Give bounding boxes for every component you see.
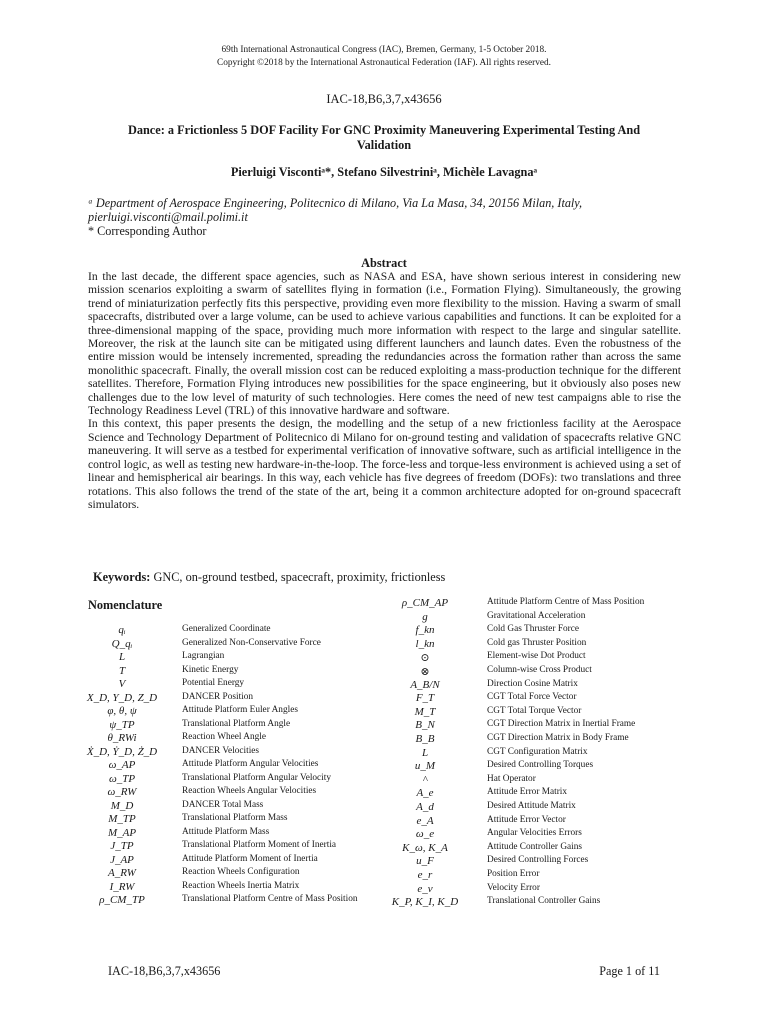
nomenclature-description: Translational Controller Gains	[487, 896, 601, 907]
nomenclature-symbol: qᵢ	[118, 624, 126, 636]
author-email[interactable]: pierluigi.visconti@mail.polimi.it	[88, 210, 248, 224]
nomenclature-symbol: ⊙	[420, 652, 430, 665]
nomenclature-symbol: J_AP	[110, 853, 134, 866]
nomenclature-description: Attitude Platform Euler Angles	[182, 705, 298, 715]
nomenclature-symbol: ω_RW	[107, 786, 137, 798]
nomenclature-symbol: ⊗	[420, 666, 430, 678]
nomenclature-description: Attitude Error Matrix	[487, 787, 568, 798]
nomenclature-description: Position Error	[487, 869, 540, 879]
affiliation-block	[88, 196, 688, 238]
nomenclature-description: Desired Attitude Matrix	[487, 801, 576, 811]
nomenclature-description: Attitude Platform Moment of Inertia	[182, 853, 318, 864]
nomenclature-description: Direction Cosine Matrix	[487, 678, 578, 689]
nomenclature-description: Attitude Platform Centre of Mass Position	[487, 597, 645, 607]
nomenclature-description: Translational Platform Mass	[182, 813, 288, 823]
nomenclature-description: Angular Velocities Errors	[487, 828, 582, 839]
nomenclature-description: Cold Gas Thruster Force	[487, 624, 580, 635]
nomenclature-symbol: M_AP	[107, 826, 137, 839]
nomenclature-description: Hat Operator	[487, 773, 536, 784]
nomenclature-symbol: e_r	[417, 869, 433, 881]
paper-title: Dance: a Frictionless 5 DOF Facility For GNC Proximity Maneuvering Experimental Testing And Validation	[127, 123, 641, 152]
nomenclature-symbol: M_T	[414, 705, 436, 718]
nomenclature-symbol: ρ_CM_AP	[401, 597, 449, 609]
nomenclature-symbol: K_P, K_I, K_D	[391, 896, 459, 909]
nomenclature-symbol: M_D	[110, 799, 134, 812]
nomenclature-symbol: F_T	[415, 692, 435, 705]
nomenclature-description: Attitude Platform Mass	[182, 826, 270, 837]
keywords-label: Keywords:	[93, 570, 151, 584]
nomenclature-description: Desired Controlling Forces	[487, 855, 589, 866]
nomenclature-description: Attitude Platform Angular Velocities	[182, 759, 319, 769]
paper-id: IAC-18,B6,3,7,x43656	[326, 92, 442, 106]
nomenclature-description: CGT Configuration Matrix	[487, 746, 588, 757]
nomenclature-symbol: f_kn	[415, 624, 435, 637]
nomenclature-symbol: K_ω, K_A	[402, 841, 448, 854]
nomenclature-symbol: M_TP	[108, 813, 136, 825]
nomenclature-description: Attitude Controller Gains	[487, 841, 583, 852]
corresponding-author-note: * Corresponding Author	[88, 224, 207, 238]
nomenclature-symbol: u_M	[414, 760, 436, 773]
nomenclature-description: Generalized Coordinate	[182, 624, 271, 634]
copyright-line: Copyright ©2018 by the International Astronautical Federation (IAF). All rights reserved.	[217, 58, 551, 68]
keywords-line	[93, 570, 693, 585]
nomenclature-description: Attitude Error Vector	[487, 814, 566, 825]
nomenclature-description: Translational Platform Moment of Inertia	[182, 840, 337, 850]
nomenclature-description: Generalized Non-Conservative Force	[182, 637, 321, 648]
nomenclature-description: Translational Platform Angular Velocity	[182, 772, 331, 783]
nomenclature-symbol: e_A	[416, 814, 434, 827]
nomenclature-symbol: I_RW	[109, 880, 135, 893]
nomenclature-description: Desired Controlling Torques	[487, 760, 594, 771]
nomenclature-symbol: A_B/N	[410, 678, 440, 691]
nomenclature-description: CGT Total Force Vector	[487, 692, 577, 703]
abstract-paragraph-1: In the last decade, the different space agencies, such as NASA and ESA, have shown serious interest in considering new mission scenarios exploiting a swarm of satellites flying in formation (i.e., Formation Flying). Simultaneously, the growing trend of miniaturization perfectly fits this perspective, providing even more flexibility to the mission. Having a swarm of small spacecrafts, distributed over a large volume, can be used to achieve various capabilities and functions. It can be exploited for a three-dimensional mapping of the space, providing much more information with respect to the large and singular satellite. Moreover, the risk at the launch site can be mitigated using different launchers and launch dates. Even the robustness of the entire mission would be intensely incremented, spreading the redundancies across the formation rather than across the same monolithic spacecraft. Finally, the overall mission cost can be reduced exploiting a mass-production technique for the different satellites. Therefore, Formation Flying introduces new possibilities for the space engineering, but it obviously also poses new challenges due to the low level of maturity of such technologies. Here comes the need of new test campaigns able to rise the Technology Readiness Level (TRL) of this innovative hardware and software.	[88, 270, 681, 418]
nomenclature-description: Cold gas Thruster Position	[487, 637, 587, 648]
nomenclature-symbol: X_D, Y_D, Z_D	[86, 691, 158, 704]
nomenclature-symbol: ω_e	[415, 828, 435, 841]
footer-page-number: Page 1 of 11	[599, 964, 660, 978]
nomenclature-heading: Nomenclature	[88, 598, 163, 612]
nomenclature-description: Translational Platform Centre of Mass Position	[182, 894, 358, 904]
footer-paper-id: IAC-18,B6,3,7,x43656	[108, 964, 221, 978]
nomenclature-symbol: ω_TP	[108, 772, 136, 785]
nomenclature-description: Reaction Wheels Configuration	[182, 867, 300, 877]
nomenclature-description: Reaction Wheels Inertia Matrix	[182, 880, 300, 891]
nomenclature-description: Reaction Wheel Angle	[182, 732, 266, 742]
nomenclature-symbol: θ_RWi	[107, 732, 137, 744]
nomenclature-symbol: u_F	[416, 855, 434, 868]
nomenclature-symbol: B_B	[415, 733, 435, 745]
nomenclature-description: Reaction Wheels Angular Velocities	[182, 786, 317, 796]
nomenclature-symbol: T	[118, 664, 126, 677]
nomenclature-description: Velocity Error	[487, 882, 540, 893]
nomenclature-symbol: g	[422, 610, 428, 623]
nomenclature-description: CGT Total Torque Vector	[487, 705, 582, 716]
nomenclature-symbol: J_TP	[110, 840, 134, 852]
nomenclature-description: DANCER Total Mass	[182, 799, 264, 810]
abstract-body	[88, 270, 681, 511]
nomenclature-symbol: Q_qᵢ	[111, 637, 133, 650]
conference-line: 69th International Astronautical Congress (IAC), Bremen, Germany, 1-5 October 2018.	[221, 45, 547, 55]
nomenclature-description: Kinetic Energy	[182, 664, 239, 675]
abstract-heading: Abstract	[361, 256, 407, 270]
nomenclature-description: DANCER Position	[182, 691, 254, 702]
nomenclature-symbol: B_N	[415, 719, 435, 732]
nomenclature-symbol: A_d	[416, 801, 434, 813]
nomenclature-description: DANCER Velocities	[182, 745, 260, 756]
nomenclature-symbol: ρ_CM_TP	[99, 894, 145, 906]
conference-header	[0, 44, 768, 70]
nomenclature-symbol: A_e	[416, 787, 434, 800]
nomenclature-symbol: A_RW	[108, 867, 136, 879]
nomenclature-symbol: ψ_TP	[109, 718, 135, 731]
nomenclature-description: Lagrangian	[182, 651, 225, 661]
nomenclature-symbol: e_v	[417, 882, 433, 895]
keywords-text: GNC, on-ground testbed, spacecraft, proximity, frictionless	[153, 570, 446, 584]
nomenclature-symbol: ^	[422, 773, 428, 786]
nomenclature-symbol: L	[118, 651, 126, 663]
nomenclature-description: Potential Energy	[182, 678, 245, 688]
abstract-paragraph-2: In this context, this paper presents the design, the modelling and the setup of a new frictionless facility at the Aerospace Science and Technology Department of Politecnico di Milano for on-ground testing and validation of spacecrafts relative GNC maneuvering. It will serve as a testbed for experimental verification of innovative software, such as artificial intelligence in the control logic, as well as testing new hardware-in-the-loop. The force-less and torque-less environment is achieved using a set of linear and hemispherical air bearings. In this way, each vehicle has five degrees of freedom (DOFs): two translations and three rotations. This also follows the trend of the state of the art, being it a common architecture adopted for on-ground spacecraft simulators.	[88, 417, 681, 511]
nomenclature-symbol: Ẋ_D, Ẏ_D, Ż_D	[86, 745, 158, 758]
nomenclature-symbol: l_kn	[415, 637, 435, 650]
nomenclature-symbol: ω_AP	[108, 759, 136, 771]
nomenclature-symbol: V	[118, 678, 126, 690]
nomenclature-description: Gravitational Acceleration	[487, 610, 586, 621]
author-list: Pierluigi Viscontiᵃ*, Stefano Silvestriniᵃ, Michèle Lavagnaᵃ	[230, 165, 538, 179]
nomenclature-description: Column-wise Cross Product	[487, 665, 592, 675]
affiliation-line: ᵃ Department of Aerospace Engineering, Politecnico di Milano, Via La Masa, 34, 20156 Milan, Italy,	[88, 196, 583, 210]
nomenclature-symbol: φ, θ, ψ	[107, 705, 137, 717]
nomenclature-description: Element-wise Dot Product	[487, 651, 586, 662]
nomenclature-description: CGT Direction Matrix in Body Frame	[487, 733, 629, 743]
nomenclature-description: CGT Direction Matrix in Inertial Frame	[487, 719, 636, 730]
nomenclature-symbol: L	[421, 746, 429, 759]
nomenclature-description: Translational Platform Angle	[182, 718, 291, 729]
